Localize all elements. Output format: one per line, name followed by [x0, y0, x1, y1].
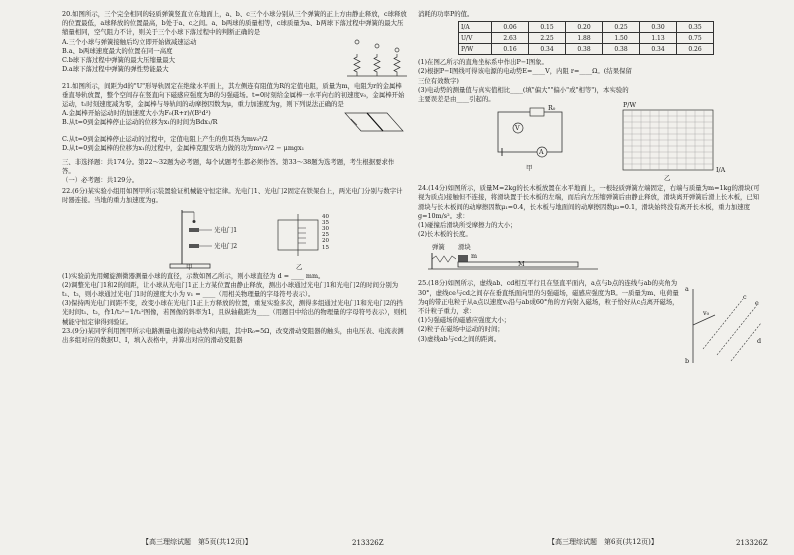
table-cell: 1.50 — [603, 33, 640, 44]
q24-stem: 24.(14分)如图所示，质量M=2kg的长木板放置在水平地面上，一根轻质弹簧左端固定，右端与质量为m=1kg的滑块(可视为质点)接触但不连接，将滑块置于长木板的左端，而后向左压缩弹簧后由静止释放，滑块离开弹簧后滑上长木板，已知滑块与长木板间的动摩擦因数μ₁=0.4，长木板与地面间的动摩擦因数μ₂=0.1，滑块始终没有离开长木板，重力加速度g=10m/s²。求： — [418, 184, 760, 220]
scale-tick: 40 — [322, 213, 329, 220]
table-cell: 0.25 — [603, 22, 640, 33]
q21-option-b: B.从t=0到金属棒停止运动的位移为x₁的时间为Bdx₁/R — [62, 118, 218, 127]
table-cell: 2.25 — [529, 33, 566, 44]
left-page — [62, 10, 407, 527]
footer-right-code: 213326Z — [736, 539, 768, 547]
q21-option-a: A.金属棒开始运动时的加速度大小为F₀(R+r)/(B²d²) — [62, 109, 211, 118]
q20-stem: 20.如图所示，三个完全相同的轻质弹簧竖直立在地面上，a、b、c三个小球分别从三个弹簧的正上方由静止释放，c球释放的位置最低，a球释放的位置最高，b处于a、c之间。a、b两球的质量相等，c球质量为a、b两球下落过程中弹簧的最大压缩量相同，空气阻力不计，则关于三个小球下落过程中的判断正确的是 — [62, 10, 407, 37]
mass-M-label: M — [518, 260, 525, 269]
table-cell: 0.34 — [640, 44, 677, 55]
q25-figure — [683, 279, 763, 369]
ammeter-label: A — [539, 148, 544, 157]
question-21 — [62, 82, 407, 154]
table-cell: 0.20 — [566, 22, 603, 33]
point-a-label: a — [685, 285, 689, 294]
gate2-label: 光电门2 — [214, 241, 238, 250]
gate1-label: 光电门1 — [214, 225, 238, 234]
i-axis-label: I/A — [716, 166, 726, 175]
table-cell: 0.34 — [529, 44, 566, 55]
table-cell: 0.30 — [640, 22, 677, 33]
scale-tick: 15 — [322, 244, 329, 251]
question-24 — [418, 184, 763, 275]
table-row — [459, 22, 714, 33]
q20-option-a: A.三个小球与弹簧接触后均立即开始做减速运动 — [62, 37, 197, 46]
table-cell: 0.06 — [492, 22, 529, 33]
q21-option-d: D.从t=0到金属棒的位移为x₁的过程中，金属棒克服安培力做的功为mv₀²/2 − μmgx₁ — [62, 144, 305, 153]
figure-b-caption: 乙 — [664, 174, 671, 183]
q24-figure — [418, 239, 763, 275]
q23-sub-3: (3)电动势的测量值与真实值相比____(填"偏大""偏小"或"相等")，本实验的主要误差是由____引起的。 — [418, 85, 629, 104]
footer-right-page: 【高三理综试题 第6页(共12页)】 — [548, 538, 658, 546]
q21-option-c: C.从t=0到金属棒停止运动的过程中，定值电阻上产生的焦耳热为mv₀²/2 — [62, 135, 268, 144]
q25-sub-2: (2)粒子在磁场中运动的时间； — [418, 325, 504, 334]
table-row — [459, 33, 714, 44]
mass-m-label: m — [471, 252, 478, 261]
q23-data-table — [458, 21, 714, 55]
q22-apparatus — [62, 206, 407, 272]
question-25 — [418, 279, 763, 369]
q22-figures — [62, 206, 407, 272]
table-cell: 0.35 — [677, 22, 714, 33]
q25-sub-3: (3)虚线ab与cd之间的距离。 — [418, 334, 501, 343]
table-cell: 1.13 — [640, 33, 677, 44]
table-cell: 2.63 — [492, 33, 529, 44]
q20-option-d: D.a球下落过程中弹簧的弹性势能最大 — [62, 65, 169, 74]
q20-option-b: B.a、b两球速度最大的位置在同一高度 — [62, 46, 173, 55]
table-row-head: I/A — [459, 22, 492, 33]
q25-field-diagram — [683, 279, 763, 369]
q25-sub-1: (1)匀强磁场的磁感应强度大小； — [418, 316, 511, 325]
q23-continued: 消耗的功率P的值。 — [418, 10, 474, 18]
table-row-head: P/W — [459, 44, 492, 55]
q22-sub-1: (1)实验前先用螺旋测微器测量小球的直径，示数如图乙所示，则小球直径为 d = ____ mm。 — [62, 271, 325, 280]
springs-figure — [347, 38, 407, 78]
point-c-label: c — [743, 293, 747, 302]
section-3-heading: 三、非选择题：共174分。第22～32题为必考题，每个试题考生都必须作答。第33～38题为选考题，考生根据要求作答。 — [62, 157, 395, 175]
footer-left-code: 213326Z — [352, 539, 384, 547]
q23-sub-2: (2)根据P−I图线可得该电源的电动势E=____V，内阻 r=____Ω。(结果保留三位有效数字) — [418, 67, 632, 85]
point-e-label: e — [755, 299, 759, 308]
right-page — [418, 10, 763, 527]
resistor-label: R₀ — [548, 104, 556, 113]
required-heading: （一）必考题：共129分。 — [62, 176, 139, 185]
figure-a-caption: 甲 — [186, 262, 193, 271]
q23-circuit-and-grid — [418, 104, 763, 184]
scale-tick: 30 — [322, 226, 329, 233]
table-cell: 1.88 — [566, 33, 603, 44]
p-axis-label: P/W — [623, 101, 637, 110]
spring-label: 弹簧 — [432, 243, 445, 252]
figure-b-caption: 乙 — [296, 262, 303, 271]
p-i-grid — [623, 110, 713, 170]
q24-sub-1: (1)碰撞后滑块所受摩擦力的大小； — [418, 221, 517, 230]
micrometer-scale — [322, 214, 329, 251]
scale-tick: 35 — [322, 219, 329, 226]
scale-tick: 25 — [322, 232, 329, 239]
q21-stem: 21.如图所示，间距为d的"U"形导轨固定在绝缘水平面上，其左侧连有阻值为R的定值电阻，质量为m，电阻为r的金属棒垂直导轨放置，整个空间存在竖直向下磁感应强度为B的匀强磁场。t=0时刻给金属棒一水平向右的初速度v₀，金属棒开始运动，t₁时刻速度减为零，金属棒与导轨间的动摩擦因数为μ，重力加速度为g，则下列说法正确的是 — [62, 81, 405, 109]
q23-figures — [418, 101, 763, 184]
question-22 — [62, 187, 407, 345]
table-cell: 0.26 — [677, 44, 714, 55]
question-20 — [62, 10, 407, 78]
q22-sub-3: (3)保持两光电门间距不变，改变小球在光电门1正上方释放的位置，重复实验多次，测得多组通过光电门1和光电门2的挡光时间t₁、t₂，作1/t₂²−1/t₁²图像，若图像的斜率为1，且纵轴截距为____（用题目中给出的物理量的字母符号表示），则机械能守恒定律得到验证。 — [62, 299, 407, 326]
point-b-label: b — [685, 357, 690, 366]
velocity-label: v₀ — [703, 309, 710, 318]
table-row-head: U/V — [459, 33, 492, 44]
table-cell: 0.38 — [566, 44, 603, 55]
block-label: 滑块 — [458, 243, 471, 252]
q22-stem: 22.(6分)某实验小组用如图甲所示装置验证机械能守恒定律。光电门1、光电门2固定在铁架台上，两光电门分别与数字计时器连接。当地的重力加速度为g。 — [62, 187, 403, 205]
q25-stem: 25.(18分)如图所示，虚线ab、cd相互平行且在竖直平面内，a点与b点的连线与ab的夹角为30°，虚线ce与cd之间存在垂直纸面向里的匀强磁场，磁感应强度为B。一质量为m、电荷量为q的带正电粒子从a点以速度v₀沿与ab成60°角的方向射入磁场，粒子恰好从c点离开磁场，不计粒子重力，求： — [418, 279, 679, 316]
table-cell: 0.75 — [677, 33, 714, 44]
footer-left-page: 【高三理综试题 第5页(共12页)】 — [142, 538, 252, 546]
q23-sub-1: (1)在图乙所示的直角坐标系中作出P−I图象。 — [418, 58, 548, 67]
point-d-label: d — [757, 337, 762, 346]
q23-start: 23.(9分)某同学利用图甲所示电路测量电源的电动势和内阻，其中R₀=5Ω，改变滑动变阻器的触头，由电压表、电流表测出多组对应的数据U、I，填入表格中，并算出对应的滑动变阻器 — [62, 326, 404, 345]
table-cell: 0.15 — [529, 22, 566, 33]
q22-sub-2: (2)调整光电门1和2的间距，让小球从光电门1正上方某位置由静止释放，测出小球通过光电门1和光电门2的时间分别为t₁、t₂，则小球通过光电门1时的速度大小为 v₁ = ____（用相关物理量的字母符号表示）。 — [62, 280, 399, 299]
q24-sub-2: (2)长木板的长度。 — [418, 230, 472, 239]
table-cell: 0.38 — [603, 44, 640, 55]
table-row — [459, 44, 714, 55]
table-cell: 0.16 — [492, 44, 529, 55]
figure-a-caption: 甲 — [526, 164, 533, 173]
voltmeter-label: V — [515, 124, 520, 133]
rails-figure — [337, 109, 407, 135]
q20-option-c: C.b球下落过程中弹簧的最大压缩量最大 — [62, 56, 176, 65]
scale-tick: 20 — [322, 238, 329, 245]
